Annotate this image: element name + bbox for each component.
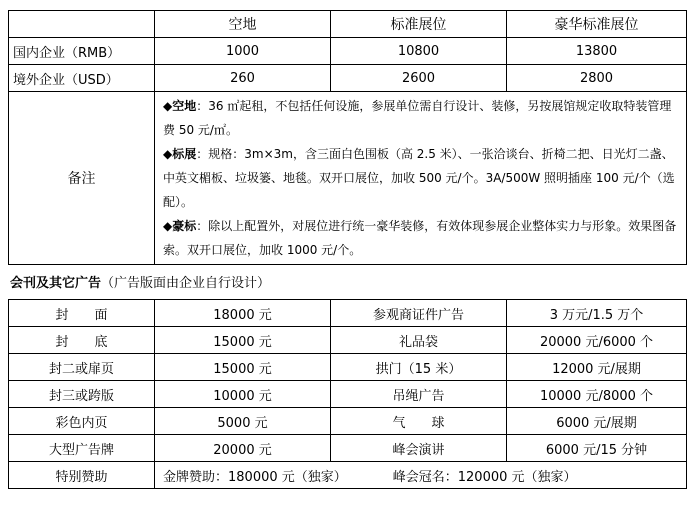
header-cell-standard-booth: 标准展位	[331, 11, 507, 38]
table-row-domestic	[9, 38, 687, 65]
ad-price: 10000 元	[155, 381, 331, 408]
header-cell-empty	[9, 11, 155, 38]
price-cell: 13800	[507, 38, 687, 65]
sponsor-options	[155, 462, 687, 489]
ad-price: 15000 元	[155, 354, 331, 381]
ad-price: 20000 元/6000 个	[507, 327, 687, 354]
ad-price: 15000 元	[155, 327, 331, 354]
note-head: 豪标	[172, 219, 197, 233]
ad-item: 封 底	[9, 327, 155, 354]
ad-price: 12000 元/展期	[507, 354, 687, 381]
ad-price: 10000 元/8000 个	[507, 381, 687, 408]
price-cell: 2800	[507, 65, 687, 92]
diamond-bullet-icon: ◆	[163, 99, 173, 113]
ad-price: 20000 元	[155, 435, 331, 462]
price-cell: 260	[155, 65, 331, 92]
booth-header-row	[9, 11, 687, 38]
note-text: ：除以上配置外，对展位进行统一豪华装修，有效体现参展企业整体实力与形象。效果图备索。双开口展位，加收 1000 元/个。	[163, 219, 677, 257]
table-row-notes	[9, 92, 687, 265]
table-row	[9, 327, 687, 354]
ad-price: 5000 元	[155, 408, 331, 435]
header-cell-luxury-booth: 豪华标准展位	[507, 11, 687, 38]
table-row	[9, 354, 687, 381]
ad-item: 封三或跨版	[9, 381, 155, 408]
note-head: 空地	[172, 99, 197, 113]
table-row	[9, 381, 687, 408]
table-row	[9, 300, 687, 327]
ads-price-table	[8, 299, 687, 489]
ad-price: 6000 元/展期	[507, 408, 687, 435]
ads-title-note: （广告版面由企业自行设计）	[101, 276, 271, 291]
notes-content	[155, 92, 687, 265]
ads-section-title	[10, 274, 270, 294]
table-row-sponsorship	[9, 462, 687, 489]
price-cell: 2600	[331, 65, 507, 92]
ad-price: 6000 元/15 分钟	[507, 435, 687, 462]
ad-item: 参观商证件广告	[331, 300, 507, 327]
ads-title-main: 会刊及其它广告	[10, 276, 102, 291]
note-standard-booth	[163, 142, 682, 214]
ad-item: 拱门（15 米）	[331, 354, 507, 381]
row-label-domestic: 国内企业（RMB）	[9, 38, 155, 65]
ad-item: 礼品袋	[331, 327, 507, 354]
ad-item: 大型广告牌	[9, 435, 155, 462]
note-head: 标展	[172, 147, 197, 161]
ad-item: 封二或扉页	[9, 354, 155, 381]
price-cell: 10800	[331, 38, 507, 65]
ad-price: 3 万元/1.5 万个	[507, 300, 687, 327]
ad-item: 峰会演讲	[331, 435, 507, 462]
ad-item: 吊绳广告	[331, 381, 507, 408]
note-luxury-booth	[163, 214, 682, 262]
booth-price-table	[8, 10, 687, 265]
header-cell-open-space: 空地	[155, 11, 331, 38]
table-row	[9, 435, 687, 462]
ad-item: 彩色内页	[9, 408, 155, 435]
sponsor-label: 特别赞助	[9, 462, 155, 489]
ad-price: 18000 元	[155, 300, 331, 327]
ad-item: 封 面	[9, 300, 155, 327]
table-row-overseas	[9, 65, 687, 92]
row-label-overseas: 境外企业（USD）	[9, 65, 155, 92]
diamond-bullet-icon: ◆	[163, 147, 173, 161]
table-row	[9, 408, 687, 435]
gold-sponsor: 金牌赞助：180000 元（独家）	[163, 469, 347, 485]
summit-naming-sponsor: 峰会冠名：120000 元（独家）	[392, 469, 577, 485]
diamond-bullet-icon: ◆	[163, 219, 173, 233]
note-open-space	[163, 94, 682, 142]
note-text: ：规格：3m×3m，含三面白色围板（高 2.5 米）、一张洽谈台、折椅二把、日光灯二盏、中英文楣板、垃圾篓、地毯。双开口展位，加收 500 元/个。3A/500W 照明插座 100 元/个（选配）。	[163, 147, 675, 209]
notes-label: 备注	[9, 92, 155, 265]
ad-item: 气 球	[331, 408, 507, 435]
note-text: ：36 ㎡起租，不包括任何设施，参展单位需自行设计、装修，另按展馆规定收取特装管理费 50 元/㎡。	[163, 99, 672, 137]
price-cell: 1000	[155, 38, 331, 65]
